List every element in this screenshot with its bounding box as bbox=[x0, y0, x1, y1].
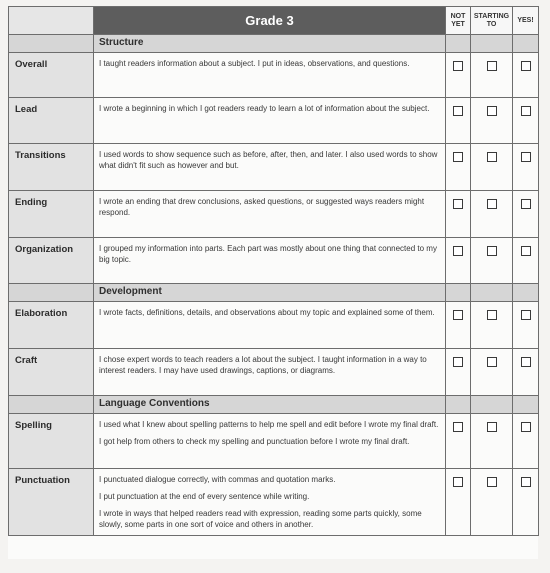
criterion-row bbox=[9, 191, 539, 238]
criterion-description bbox=[94, 53, 446, 98]
section-fill-cell bbox=[471, 35, 513, 53]
section-title: Language Conventions bbox=[94, 396, 446, 414]
grade-title: Grade 3 bbox=[94, 7, 446, 35]
checkbox-starting-to[interactable] bbox=[487, 422, 497, 432]
checkbox-cell-not-yet bbox=[446, 238, 471, 284]
checkbox-yes[interactable] bbox=[521, 61, 531, 71]
description-paragraph: I wrote a beginning in which I got readers ready to learn a lot of information about the subject. bbox=[99, 104, 430, 113]
description-paragraph: I wrote in ways that helped readers read with expression, reading some parts quickly, some slowly, some parts in one sort of voice and others in another. bbox=[99, 509, 422, 529]
checkbox-cell-starting-to bbox=[471, 53, 513, 98]
checkbox-cell-not-yet bbox=[446, 302, 471, 349]
section-fill-cell bbox=[446, 284, 471, 302]
criterion-label: Organization bbox=[9, 238, 94, 284]
checkbox-starting-to[interactable] bbox=[487, 246, 497, 256]
description-paragraph: I used words to show sequence such as before, after, then, and later. I also used words to show what didn't fit such as however and but. bbox=[99, 150, 438, 170]
checkbox-cell-starting-to bbox=[471, 191, 513, 238]
checkbox-yes[interactable] bbox=[521, 310, 531, 320]
criterion-label: Elaboration bbox=[9, 302, 94, 349]
checkbox-yes[interactable] bbox=[521, 152, 531, 162]
checkbox-not-yet[interactable] bbox=[453, 246, 463, 256]
description-paragraph: I taught readers information about a subject. I put in ideas, observations, and questions. bbox=[99, 59, 410, 68]
checkbox-not-yet[interactable] bbox=[453, 106, 463, 116]
checkbox-cell-yes bbox=[513, 238, 539, 284]
criterion-description bbox=[94, 349, 446, 396]
checkbox-yes[interactable] bbox=[521, 246, 531, 256]
checkbox-cell-not-yet bbox=[446, 349, 471, 396]
checkbox-cell-not-yet bbox=[446, 53, 471, 98]
checkbox-cell-yes bbox=[513, 302, 539, 349]
checkbox-starting-to[interactable] bbox=[487, 310, 497, 320]
criterion-description bbox=[94, 238, 446, 284]
checkbox-cell-starting-to bbox=[471, 414, 513, 469]
section-header-row bbox=[9, 284, 539, 302]
criterion-row bbox=[9, 238, 539, 284]
section-fill-cell bbox=[446, 396, 471, 414]
criterion-description bbox=[94, 469, 446, 536]
checkbox-cell-not-yet bbox=[446, 191, 471, 238]
checkbox-cell-starting-to bbox=[471, 302, 513, 349]
section-title: Development bbox=[94, 284, 446, 302]
checkbox-starting-to[interactable] bbox=[487, 152, 497, 162]
rubric-table bbox=[8, 6, 539, 536]
checkbox-starting-to[interactable] bbox=[487, 61, 497, 71]
checkbox-not-yet[interactable] bbox=[453, 310, 463, 320]
checkbox-starting-to[interactable] bbox=[487, 357, 497, 367]
column-header-not-yet: NOT YET bbox=[446, 7, 471, 35]
checkbox-cell-starting-to bbox=[471, 98, 513, 144]
section-fill-cell bbox=[446, 35, 471, 53]
checkbox-cell-yes bbox=[513, 414, 539, 469]
checkbox-cell-yes bbox=[513, 349, 539, 396]
criterion-description bbox=[94, 98, 446, 144]
checkbox-not-yet[interactable] bbox=[453, 357, 463, 367]
section-fill-cell bbox=[513, 284, 539, 302]
checkbox-not-yet[interactable] bbox=[453, 61, 463, 71]
checkbox-yes[interactable] bbox=[521, 199, 531, 209]
description-paragraph: I put punctuation at the end of every sentence while writing. bbox=[99, 492, 310, 501]
criterion-row bbox=[9, 98, 539, 144]
criterion-label: Craft bbox=[9, 349, 94, 396]
criterion-description bbox=[94, 302, 446, 349]
criterion-description bbox=[94, 191, 446, 238]
checkbox-cell-yes bbox=[513, 144, 539, 191]
checkbox-not-yet[interactable] bbox=[453, 152, 463, 162]
checkbox-not-yet[interactable] bbox=[453, 199, 463, 209]
description-paragraph: I grouped my information into parts. Each part was mostly about one thing that connected to my big topic. bbox=[99, 244, 437, 264]
checkbox-cell-starting-to bbox=[471, 469, 513, 536]
column-header-yes: YES! bbox=[513, 7, 539, 35]
description-paragraph: I punctuated dialogue correctly, with commas and quotation marks. bbox=[99, 475, 336, 484]
section-spacer bbox=[9, 396, 94, 414]
checkbox-cell-yes bbox=[513, 53, 539, 98]
column-header-starting-to: STARTING TO bbox=[471, 7, 513, 35]
description-paragraph: I used what I knew about spelling patterns to help me spell and edit before I wrote my final draft. bbox=[99, 420, 439, 429]
criterion-description bbox=[94, 144, 446, 191]
description-paragraph: I chose expert words to teach readers a lot about the subject. I taught information in a way to interest readers. I may have used drawings, captions, or diagrams. bbox=[99, 355, 427, 375]
criterion-row bbox=[9, 302, 539, 349]
checkbox-cell-starting-to bbox=[471, 144, 513, 191]
checkbox-starting-to[interactable] bbox=[487, 106, 497, 116]
checkbox-not-yet[interactable] bbox=[453, 422, 463, 432]
checkbox-cell-yes bbox=[513, 98, 539, 144]
checkbox-cell-not-yet bbox=[446, 98, 471, 144]
checkbox-yes[interactable] bbox=[521, 477, 531, 487]
criterion-row bbox=[9, 349, 539, 396]
section-header-row bbox=[9, 35, 539, 53]
criterion-label: Punctuation bbox=[9, 469, 94, 536]
section-fill-cell bbox=[513, 396, 539, 414]
criterion-row bbox=[9, 469, 539, 536]
section-header-row bbox=[9, 396, 539, 414]
criterion-label: Ending bbox=[9, 191, 94, 238]
criterion-description bbox=[94, 414, 446, 469]
rubric-body bbox=[9, 35, 539, 536]
description-paragraph: I got help from others to check my spelling and punctuation before I wrote my final draft. bbox=[99, 437, 410, 446]
section-spacer bbox=[9, 35, 94, 53]
criterion-row bbox=[9, 53, 539, 98]
section-fill-cell bbox=[471, 396, 513, 414]
checkbox-cell-not-yet bbox=[446, 144, 471, 191]
checkbox-yes[interactable] bbox=[521, 422, 531, 432]
criterion-row bbox=[9, 414, 539, 469]
rubric-sheet bbox=[8, 6, 538, 559]
checkbox-yes[interactable] bbox=[521, 106, 531, 116]
criterion-row bbox=[9, 144, 539, 191]
checkbox-cell-starting-to bbox=[471, 238, 513, 284]
criterion-label: Spelling bbox=[9, 414, 94, 469]
checkbox-not-yet[interactable] bbox=[453, 477, 463, 487]
section-fill-cell bbox=[471, 284, 513, 302]
checkbox-starting-to[interactable] bbox=[487, 199, 497, 209]
section-title: Structure bbox=[94, 35, 446, 53]
criterion-label: Overall bbox=[9, 53, 94, 98]
description-paragraph: I wrote facts, definitions, details, and observations about my topic and explained some of them. bbox=[99, 308, 435, 317]
criterion-label: Transitions bbox=[9, 144, 94, 191]
section-spacer bbox=[9, 284, 94, 302]
description-paragraph: I wrote an ending that drew conclusions, asked questions, or suggested ways readers might respond. bbox=[99, 197, 425, 217]
criterion-label: Lead bbox=[9, 98, 94, 144]
checkbox-yes[interactable] bbox=[521, 357, 531, 367]
checkbox-cell-not-yet bbox=[446, 469, 471, 536]
checkbox-cell-not-yet bbox=[446, 414, 471, 469]
checkbox-starting-to[interactable] bbox=[487, 477, 497, 487]
header-corner bbox=[9, 7, 94, 35]
checkbox-cell-starting-to bbox=[471, 349, 513, 396]
checkbox-cell-yes bbox=[513, 469, 539, 536]
checkbox-cell-yes bbox=[513, 191, 539, 238]
section-fill-cell bbox=[513, 35, 539, 53]
